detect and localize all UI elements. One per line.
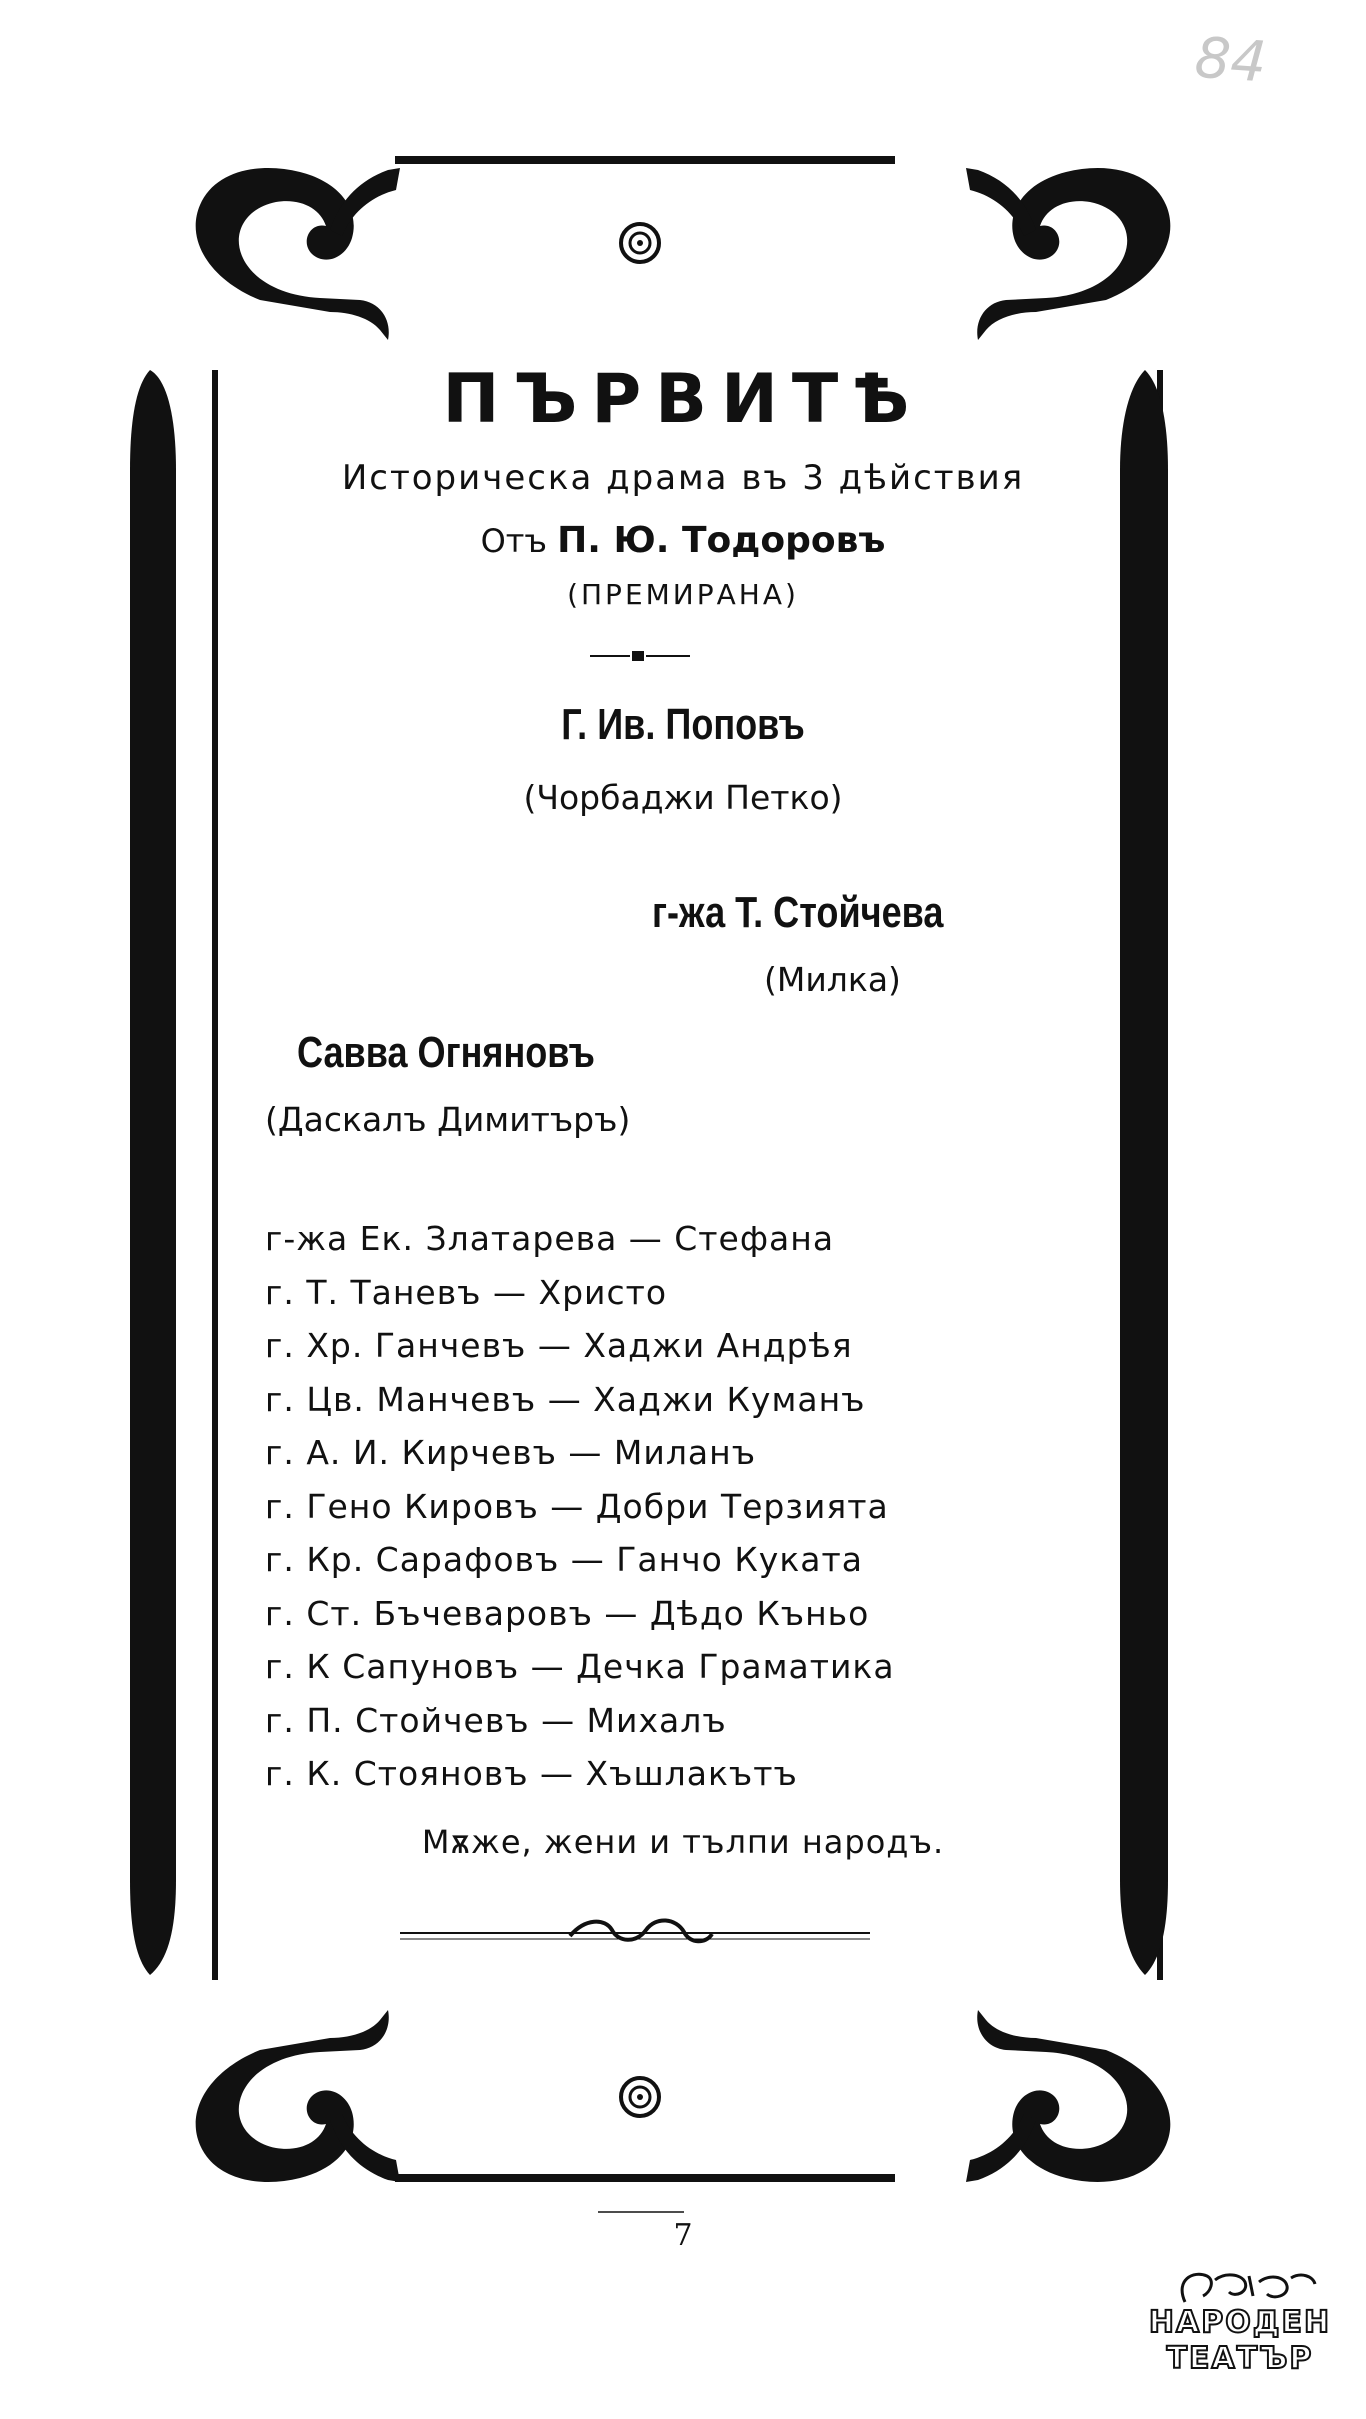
play-subtitle: Историческа драма въ 3 дѣйствия <box>341 458 1025 498</box>
lead-actor-name: Г. Ив. Поповъ <box>561 700 805 749</box>
lead-role-name: (Даскалъ Димитъръ) <box>265 1100 631 1139</box>
cast-list <box>265 1212 895 1801</box>
lead-role-name: (Милка) <box>764 960 901 999</box>
cast-entry: г. Т. Таневъ — Христо <box>265 1272 668 1312</box>
stamp-line-2: ТЕАТЪР <box>1166 2341 1314 2376</box>
cast-entry: г. Кр. Сарафовъ — Ганчо Куката <box>265 1540 863 1579</box>
top-roundel <box>621 224 659 262</box>
author-line <box>0 520 1366 561</box>
premiere-label: (ПРЕМИРАНА) <box>567 578 799 611</box>
cast-entry: г. К. Стояновъ — Хъшлакътъ <box>265 1754 798 1793</box>
lead-role-name: (Чорбаджи Петко) <box>523 778 843 817</box>
national-theatre-stamp-logo <box>1145 2262 1335 2382</box>
cast-entry: г. К Сапуновъ — Дечка Граматика <box>265 1647 895 1686</box>
title-divider <box>590 651 690 661</box>
flourish-divider <box>400 1920 870 1941</box>
stamp-line-1: НАРОДЕН <box>1148 2305 1332 2340</box>
lead-actor-name: Савва Огняновъ <box>297 1028 595 1077</box>
play-title: ПЪРВИТѢ <box>442 360 924 439</box>
cast-entry: г-жа Ек. Златарева — Стефана <box>265 1219 835 1258</box>
cast-entry: г. А. И. Кирчевъ — Миланъ <box>265 1433 757 1472</box>
cast-entry: г. Ст. Бъчеваровъ — Дѣдо Къньо <box>265 1593 870 1633</box>
page-number: 7 <box>673 2218 693 2253</box>
cast-entry: г. Гено Кировъ — Добри Терзията <box>265 1486 889 1526</box>
lead-actor-name: г-жа Т. Стойчева <box>652 888 944 937</box>
cast-entry: г. Цв. Манчевъ — Хаджи Куманъ <box>265 1379 866 1419</box>
cast-entry: г. П. Стойчевъ — Михалъ <box>265 1700 727 1740</box>
cast-entry: г. Хр. Ганчевъ — Хаджи Андрѣя <box>265 1326 853 1365</box>
archive-pencil-mark: 84 <box>1192 25 1269 96</box>
bottom-roundel <box>621 2078 659 2116</box>
author-prefix: Отъ <box>480 522 547 560</box>
author-name: П. Ю. Тодоровъ <box>557 520 886 561</box>
crowd-note: Мѫже, жени и тълпи народъ. <box>421 1823 945 1861</box>
